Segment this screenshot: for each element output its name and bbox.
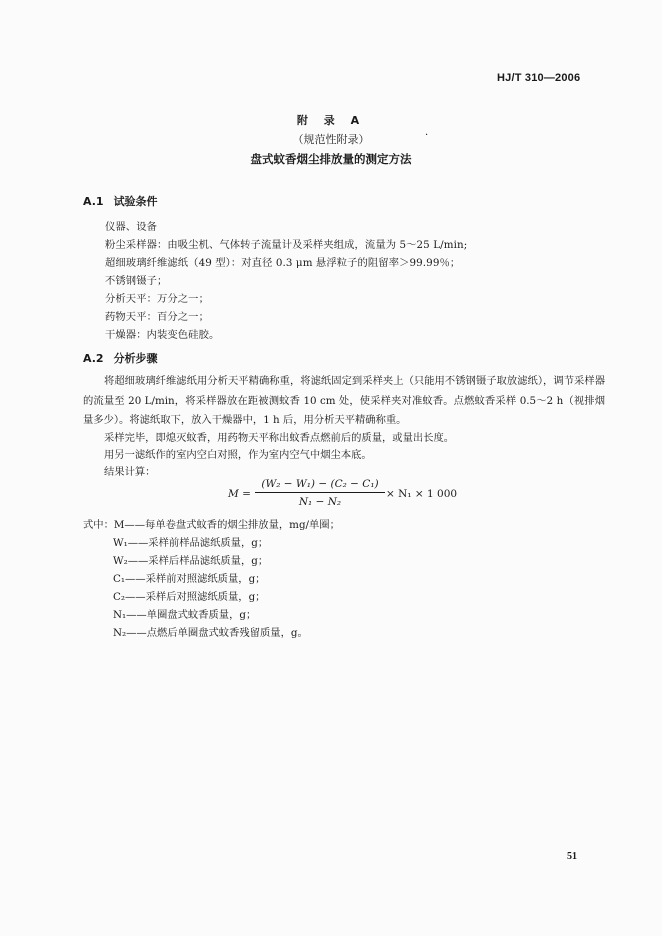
a1-line: 干燥器：内装变色硅胶。 (105, 329, 220, 341)
formula-rhs: × N₁ × 1 000 (386, 488, 458, 500)
variable-definition: C₁——采样前对照滤纸质量，g； (113, 573, 266, 585)
variable-definition: C₂——采样后对照滤纸质量，g； (113, 591, 266, 603)
a1-line: 药物天平：百分之一； (105, 311, 209, 323)
a1-line: 分析天平：万分之一； (105, 293, 209, 305)
a2-paragraph: 将超细玻璃纤维滤纸用分析天平精确称重，将滤纸固定到采样夹上（只能用不锈钢镊子取放滤纸），调节采样器的流量至 20 L/min，将采样器放在距被测蚊香 10 cm 处，使采样夹对准蚊香。点燃蚊香采样 0.5～2 h（视排烟量多少）。将滤纸取下，放入干燥器中，1 h 后，用分析天平精确称重。 (83, 375, 605, 426)
formula-numerator: (W₂ − W₁) − (C₂ − C₁) (255, 478, 385, 493)
section-title: 试验条件 (113, 195, 158, 208)
section-heading-a2 (83, 350, 168, 366)
a2-paragraph: 用另一滤纸作的室内空白对照，作为室内空气中烟尘本底。 (104, 449, 372, 461)
appendix-title: 盘式蚊香烟尘排放量的测定方法 (250, 152, 412, 166)
section-heading-a1 (83, 193, 168, 209)
section-title: 分析步骤 (113, 352, 158, 365)
a2-paragraph: 结果计算： (104, 466, 156, 478)
a1-line: 超细玻璃纤维滤纸（49 型）：对直径 0.3 μm 悬浮粒子的阻留率＞99.99％； (105, 257, 461, 269)
a2-paragraph: 采样完毕，即熄灭蚊香，用药物天平称出蚊香点燃前后的质量，或量出长度。 (104, 432, 455, 444)
variable-definition: W₁——采样前样品滤纸质量，g； (113, 537, 269, 549)
stray-mark: · (425, 130, 429, 141)
standard-number: HJ/T 310—2006 (497, 72, 581, 84)
formula-lhs: M = (228, 488, 251, 500)
variable-definition: W₂——采样后样品滤纸质量，g； (113, 555, 269, 567)
formula-denominator: N₁ − N₂ (298, 496, 342, 508)
formula-fraction (255, 478, 385, 508)
page-number: 51 (567, 851, 577, 862)
appendix-label: 附 录 A (296, 114, 366, 127)
section-number: A.1 (83, 195, 104, 208)
a1-line: 不锈钢镊子； (105, 275, 168, 287)
a1-line: 仪器、设备 (105, 221, 157, 233)
variable-definition: N₂——点燃后单圈盘式蚊香残留质量，g。 (113, 627, 308, 639)
variable-definition: 式中：M——每单卷盘式蚊香的烟尘排放量，mg/单圈； (83, 519, 340, 531)
variable-definition: N₁——单圈盘式蚊香质量，g； (113, 609, 257, 621)
section-number: A.2 (83, 352, 104, 365)
appendix-type: （规范性附录） (292, 133, 370, 146)
a1-line: 粉尘采样器：由吸尘机、气体转子流量计及采样夹组成，流量为 5～25 L/min; (105, 239, 468, 251)
